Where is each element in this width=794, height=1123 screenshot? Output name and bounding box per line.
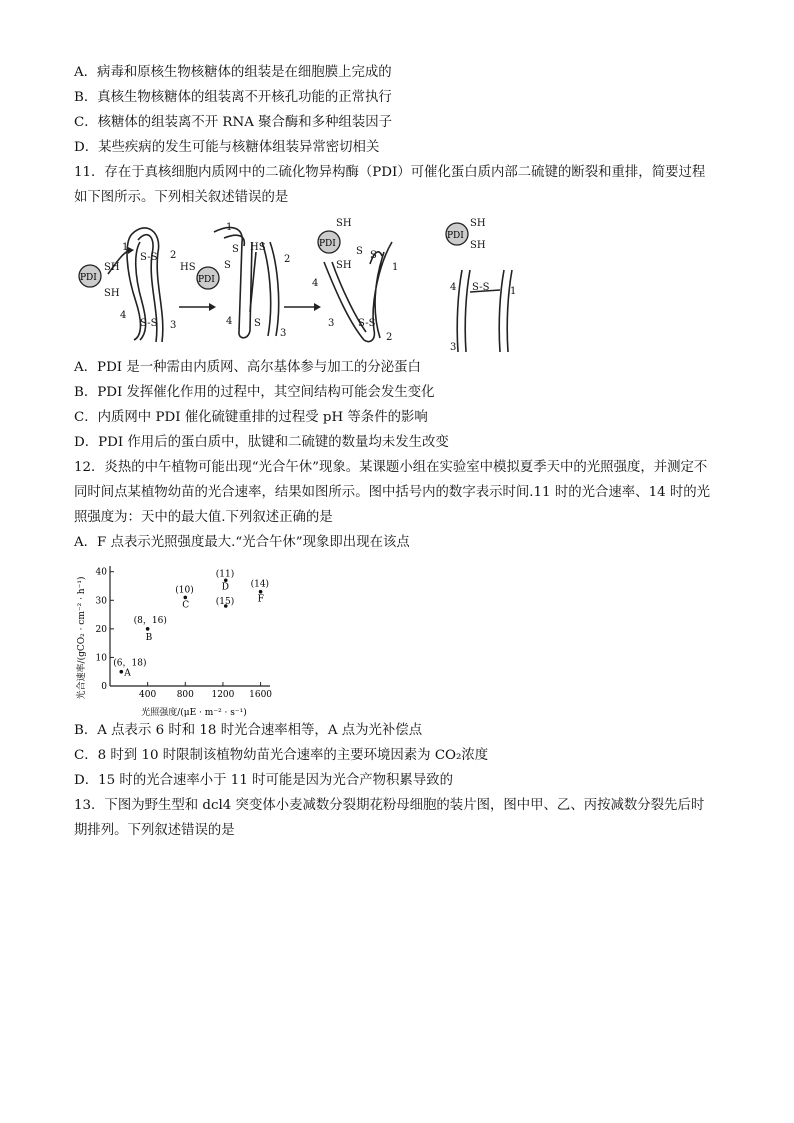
svg-text:1: 1	[226, 222, 233, 233]
q12-stem-line1: 12．炎热的中午植物可能出现“光合午休”现象。某课题小组在实验室中模拟夏季天中的光照强度，并测定不	[74, 460, 708, 475]
svg-text:SH: SH	[470, 218, 486, 229]
photosynthesis-chart	[74, 558, 274, 718]
svg-text:光合速率/(gCO₂ · cm⁻² · h⁻¹): 光合速率/(gCO₂ · cm⁻² · h⁻¹)	[77, 576, 87, 700]
q11-option-b: B．PDI 发挥催化作用的过程中，其空间结构可能会发生变化	[74, 385, 435, 400]
svg-text:PDI: PDI	[447, 231, 464, 241]
q12-stem-line3: 照强度为：天中的最大值.下列叙述正确的是	[74, 510, 333, 525]
svg-text:SH: SH	[104, 262, 120, 273]
y-tick-label: 10	[95, 653, 107, 664]
q10-option-d: D．某些疾病的发生可能与核糖体组装异常密切相关	[74, 140, 380, 155]
svg-text:2: 2	[386, 332, 393, 343]
svg-text:SH: SH	[336, 218, 352, 229]
svg-text:3: 3	[328, 318, 335, 329]
svg-text:3: 3	[280, 328, 287, 339]
x-tick-label: 400	[139, 690, 157, 700]
svg-text:PDI: PDI	[198, 275, 215, 285]
svg-text:S: S	[370, 250, 377, 261]
q12-option-b: B．A 点表示 6 时和 18 时光合速率相等，A 点为光补偿点	[74, 723, 423, 738]
svg-text:S-S: S-S	[140, 318, 158, 329]
q11-stem-line2: 如下图所示。下列相关叙述错误的是	[74, 190, 289, 205]
svg-text:3: 3	[450, 342, 457, 353]
svg-text:S-S: S-S	[358, 318, 376, 329]
x-tick-label: 1600	[249, 690, 273, 700]
pdi-enzyme-1	[79, 265, 101, 287]
q12-option-a: A．F 点表示光照强度最大.“光合午休”现象即出现在该点	[74, 535, 410, 550]
svg-text:S: S	[232, 244, 239, 255]
y-tick-label: 40	[95, 567, 107, 578]
q10-option-b: B．真核生物核糖体的组装离不开核孔功能的正常执行	[74, 90, 392, 105]
x-axis-label: 光照强度/(μE · m⁻² · s⁻¹)	[141, 708, 247, 718]
q10-option-a: A．病毒和原核生物核糖体的组装是在细胞膜上完成的	[74, 65, 392, 80]
svg-text:S-S: S-S	[472, 282, 490, 293]
point-time-label-c: (10)	[175, 585, 194, 596]
pdi-process-figure	[74, 212, 517, 354]
q11-option-d: D．PDI 作用后的蛋白质中，肽键和二硫键的数量均未发生改变	[74, 435, 449, 450]
q11-option-a: A．PDI 是一种需由内质网、高尔基体参与加工的分泌蛋白	[74, 360, 421, 375]
point-letter-label-b: B	[145, 632, 153, 643]
svg-text:HS: HS	[180, 262, 196, 273]
point-time-label-f: (14)	[250, 579, 270, 590]
svg-text:SH: SH	[336, 260, 352, 271]
svg-text:HS: HS	[250, 242, 266, 253]
svg-text:3: 3	[170, 320, 177, 331]
y-tick-label: 20	[95, 624, 107, 635]
point-time-label-a: (6，18)	[113, 658, 147, 669]
q10-option-c: C．核糖体的组装离不开 RNA 聚合酶和多种组装因子	[74, 115, 393, 130]
data-point-c	[183, 596, 187, 600]
data-point-a	[119, 670, 123, 674]
svg-text:S-S: S-S	[140, 252, 158, 263]
svg-text:S: S	[356, 246, 363, 257]
svg-text:1: 1	[510, 286, 517, 297]
x-tick-label: 1200	[211, 690, 235, 700]
data-point-b	[146, 627, 150, 631]
pdi-enzyme-4	[446, 223, 468, 245]
q12-option-d: D．15 时的光合速率小于 11 时可能是因为光合产物积累导致的	[74, 773, 453, 788]
protein-strand-4	[457, 270, 470, 352]
svg-text:4: 4	[226, 316, 233, 327]
point-letter-label-d: D	[221, 582, 229, 593]
q11-option-c: C．内质网中 PDI 催化硫键重排的过程受 pH 等条件的影响	[74, 410, 428, 425]
svg-text:2: 2	[170, 250, 177, 261]
q13-stem-line2: 期排列。下列叙述错误的是	[74, 823, 235, 838]
svg-text:1: 1	[392, 262, 399, 273]
point-letter-label-c: C	[182, 600, 190, 611]
y-axis-label	[75, 577, 87, 700]
svg-text:4: 4	[120, 310, 127, 321]
svg-text:2: 2	[284, 254, 291, 265]
data-point-f	[259, 590, 263, 594]
point-time-label-b: (8，16)	[133, 615, 167, 626]
svg-text:SH: SH	[104, 288, 120, 299]
svg-text:4: 4	[450, 282, 457, 293]
point-letter-label-f: F	[257, 594, 264, 605]
q12-option-c: C．8 时到 10 时限制该植物幼苗光合速率的主要环境因素为 CO₂浓度	[74, 748, 489, 763]
svg-text:4: 4	[312, 278, 319, 289]
point-time-label-d: (11)	[215, 569, 235, 580]
q13-stem-line1: 13．下图为野生型和 dcl4 突变体小麦减数分裂期花粉母细胞的装片图，图中甲、乙、丙按减数分裂先后时	[74, 798, 705, 813]
y-tick-label: 30	[95, 596, 107, 607]
svg-text:PDI: PDI	[319, 239, 336, 249]
y-tick-label: 0	[101, 682, 107, 692]
svg-text:S: S	[224, 260, 231, 271]
point-time-label-e: (15)	[215, 597, 235, 607]
pdi-enzyme-3	[318, 231, 340, 253]
q12-stem-line2: 同时间点某植物幼苗的光合速率，结果如图所示。图中括号内的数字表示时间.11 时的光合速率、14 时的光	[74, 485, 711, 500]
point-letter-label-a: A	[124, 668, 131, 679]
svg-text:PDI: PDI	[80, 273, 97, 283]
svg-text:S: S	[254, 318, 261, 329]
q11-stem-line1: 11．存在于真核细胞内质网中的二硫化物异构酶（PDI）可催化蛋白质内部二硫键的断裂和重排，简要过程	[74, 165, 706, 180]
x-tick-label: 800	[176, 690, 194, 700]
pdi-enzyme-2	[197, 267, 219, 289]
svg-text:1: 1	[122, 242, 129, 253]
svg-text:SH: SH	[470, 240, 486, 251]
